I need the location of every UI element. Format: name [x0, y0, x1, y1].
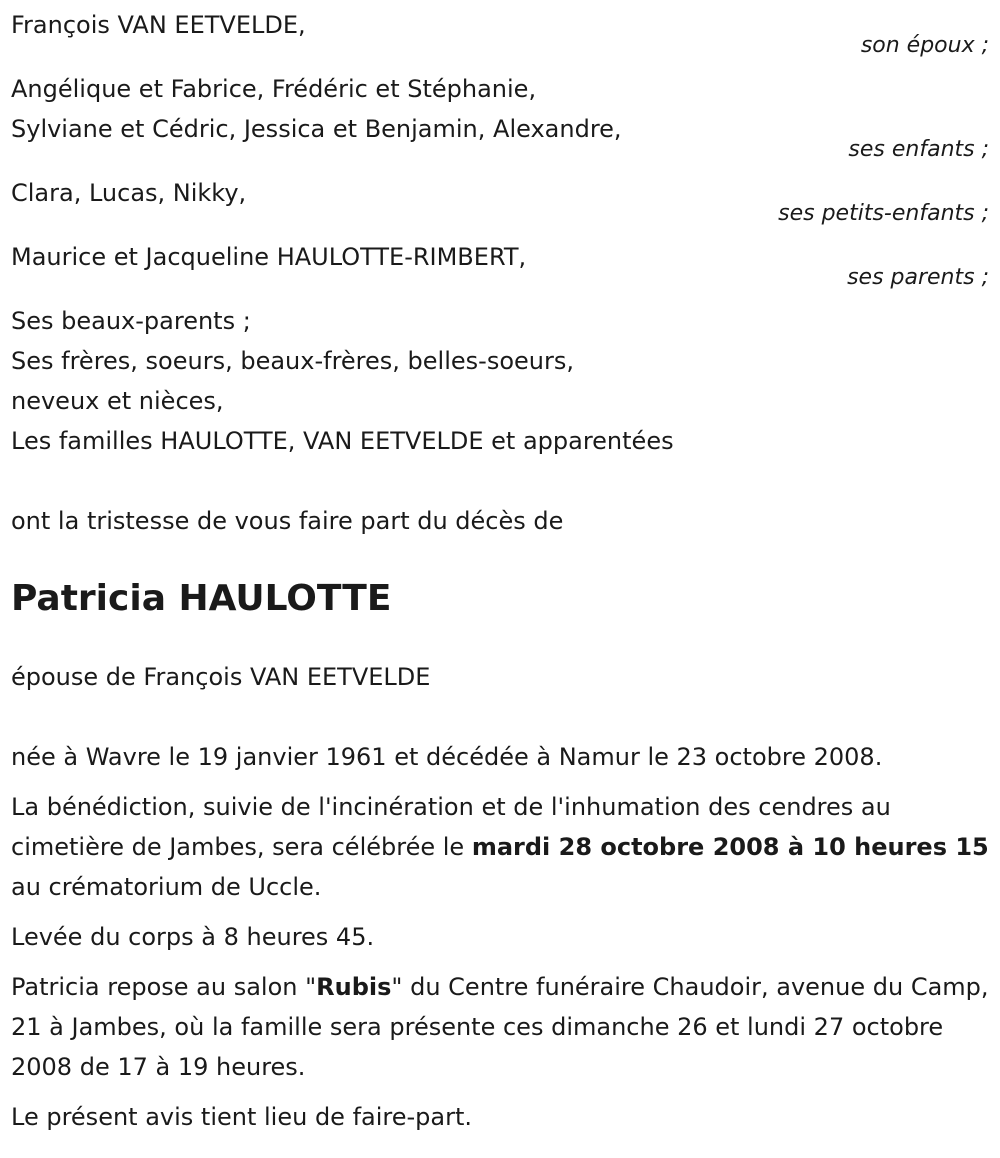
salon-name: Rubis	[316, 973, 392, 1001]
parents-names: Maurice et Jacqueline HAULOTTE-RIMBERT,	[11, 243, 527, 271]
ceremony-text-after: au crématorium de Uccle.	[11, 873, 322, 901]
spouse-of-text: épouse de François VAN EETVELDE	[11, 663, 431, 691]
ceremony-datetime: mardi 28 octobre 2008 à 10 heures 15	[471, 833, 989, 861]
obituary-notice	[11, 5, 989, 1147]
closing-text: Le présent avis tient lieu de faire-part.	[11, 1103, 473, 1131]
children-line-2: Sylviane et Cédric, Jessica et Benjamin, Alexandre,	[11, 115, 622, 143]
spouse-role: son époux ;	[860, 33, 989, 58]
announcement-text: ont la tristesse de vous faire part du décès de	[11, 507, 564, 535]
grandchildren-names: Clara, Lucas, Nikky,	[11, 179, 247, 207]
parents-role: ses parents ;	[847, 265, 989, 290]
children-role: ses enfants ;	[848, 137, 989, 162]
rest-text-before: Patricia repose au salon "	[11, 973, 317, 1001]
families-line: Les familles HAULOTTE, VAN EETVELDE et apparentées	[11, 427, 674, 455]
siblings-line: Ses frères, soeurs, beaux-frères, belles-soeurs,	[11, 347, 574, 375]
spouse-name: François VAN EETVELDE,	[11, 11, 306, 39]
birth-death-text: née à Wavre le 19 janvier 1961 et décédée à Namur le 23 octobre 2008.	[11, 743, 883, 771]
grandchildren-role: ses petits-enfants ;	[778, 201, 989, 226]
ceremony-text	[11, 787, 989, 907]
deceased-name: Patricia HAULOTTE	[11, 578, 392, 619]
nephews-line: neveux et nièces,	[11, 387, 224, 415]
children-line-1: Angélique et Fabrice, Frédéric et Stéphanie,	[11, 75, 537, 103]
rest-text-after: " du Centre funéraire Chaudoir, avenue du Camp, 21 à Jambes, où la famille sera présente ces dimanche 26 et lundi 27 octobre 2008 de 17 à 19 heures.	[11, 973, 989, 1081]
in-laws-line: Ses beaux-parents ;	[11, 307, 251, 335]
rest-text	[11, 967, 989, 1087]
ceremony-text-before: La bénédiction, suivie de l'incinération et de l'inhumation des cendres au cimetière de Jambes, sera célébrée le	[11, 793, 891, 861]
levee-text: Levée du corps à 8 heures 45.	[11, 923, 375, 951]
